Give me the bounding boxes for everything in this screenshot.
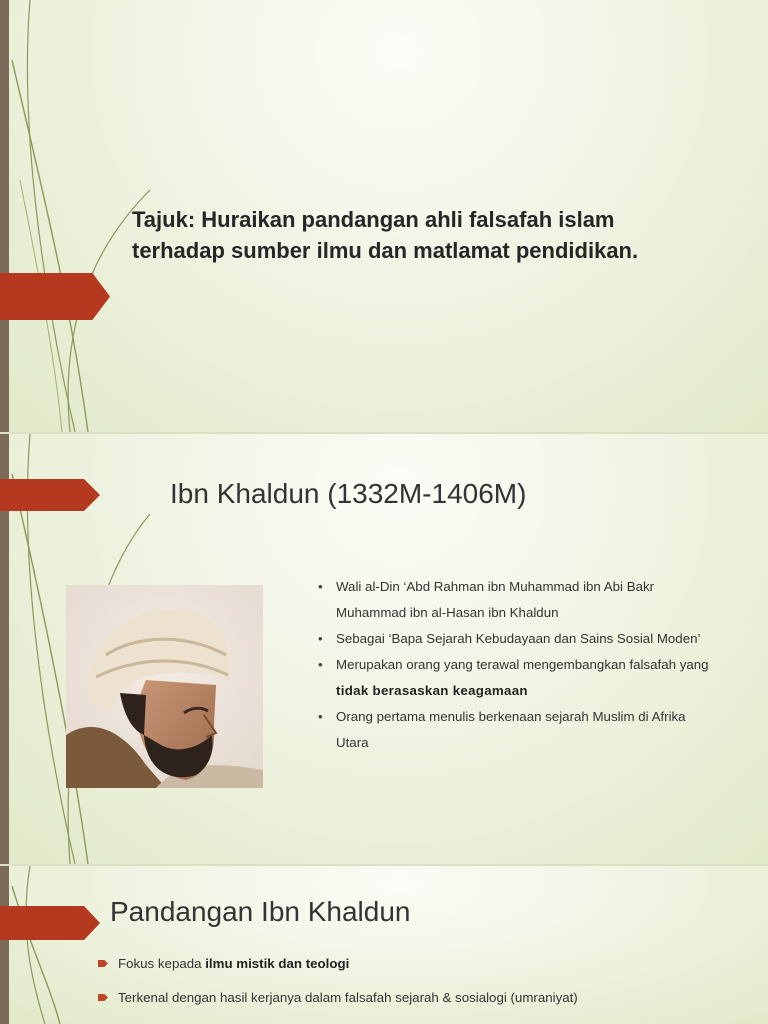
view-bullet-list: [98, 956, 738, 1024]
list-item: • Sebagai ‘Bapa Sejarah Kebudayaan dan Sains Sosial Moden’: [318, 626, 718, 652]
slide-left-bar: [0, 0, 9, 432]
list-item-emphasis: tidak berasaskan keagamaan: [336, 683, 528, 698]
title-arrow-marker: [0, 906, 100, 940]
ibn-khaldun-portrait: [66, 585, 263, 788]
slide-title: Pandangan Ibn Khaldun: [110, 896, 411, 927]
list-item: [98, 990, 738, 1006]
arrow-bullet-icon: [98, 960, 108, 967]
title-arrow-marker: [0, 273, 110, 320]
slide-2: [0, 434, 768, 864]
title-arrow-marker: [0, 479, 100, 511]
list-item: [318, 652, 718, 704]
list-item-text: Terkenal dengan hasil kerjanya dalam falsafah sejarah & sosialogi (umraniyat): [118, 990, 578, 1005]
slide-title: Ibn Khaldun (1332M-1406M): [170, 478, 527, 509]
list-item: • Wali al-Din ‘Abd Rahman ibn Muhammad ibn Abi Bakr Muhammad ibn al-Hasan ibn Khaldun: [318, 574, 718, 626]
list-item-text: Merupakan orang yang terawal mengembangkan falsafah yang: [336, 657, 709, 672]
list-item: • Orang pertama menulis berkenaan sejarah Muslim di Afrika Utara: [318, 704, 718, 756]
slide-1: [0, 0, 768, 432]
list-item: [98, 956, 738, 972]
slide-3: [0, 866, 768, 1024]
slide-left-bar: [0, 866, 9, 1024]
bio-bullet-list: [318, 574, 718, 756]
slide-title: Tajuk: Huraikan pandangan ahli falsafah islam terhadap sumber ilmu dan matlamat pendidikan.: [132, 207, 639, 263]
arrow-bullet-icon: [98, 994, 108, 1001]
list-item-emphasis: ilmu mistik dan teologi: [205, 956, 350, 971]
list-item-text: Fokus kepada: [118, 956, 206, 971]
